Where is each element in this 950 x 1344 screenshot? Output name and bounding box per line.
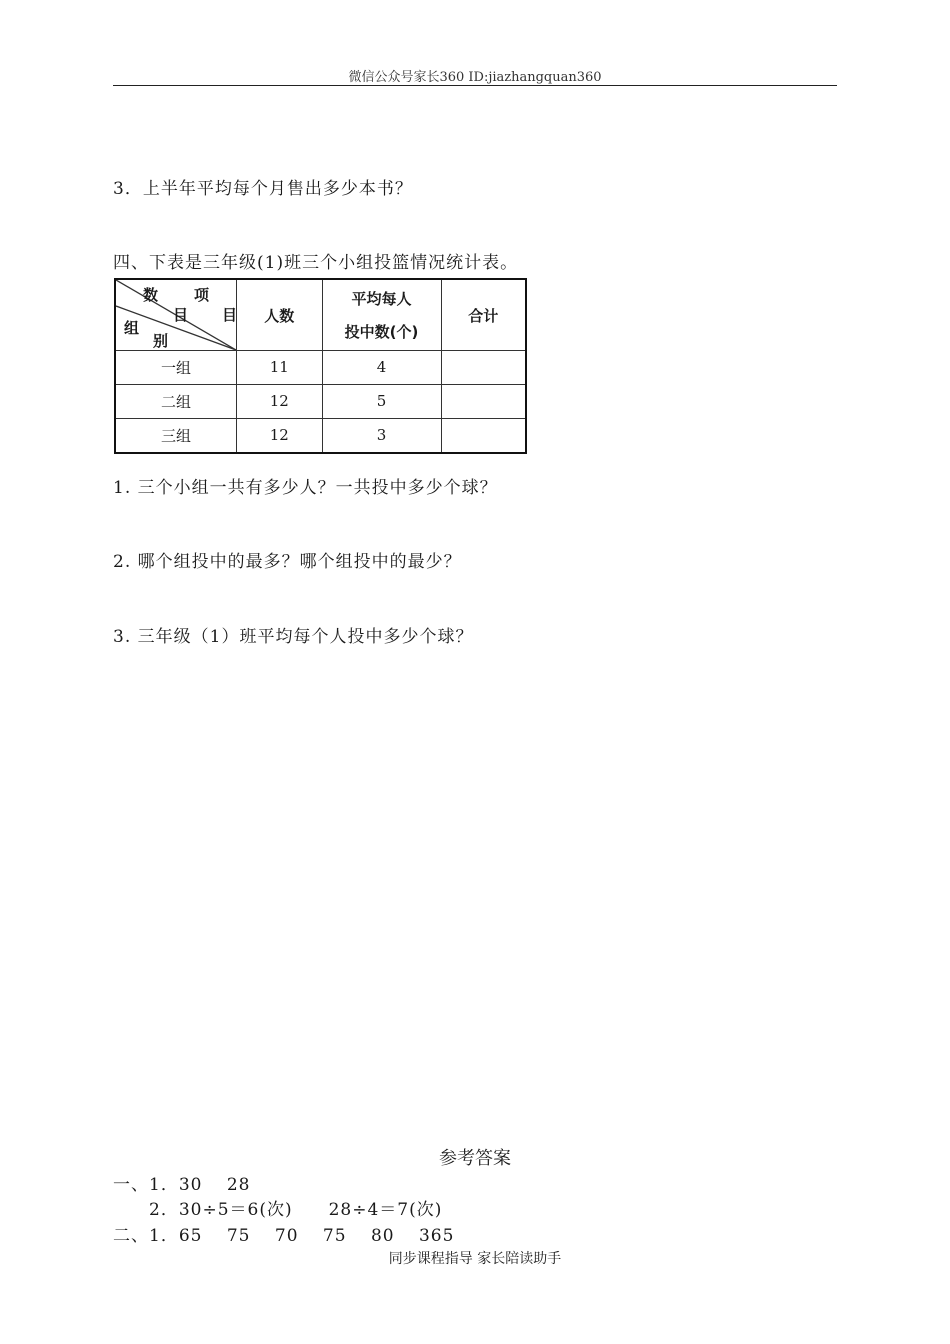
table-row [115,384,526,418]
header-average [322,279,441,351]
section-four-title: 四、下表是三年级(1)班三个小组投篮情况统计表。 [113,253,519,273]
question-total-people: 1. 三个小组一共有多少人？一共投中多少个球？ [113,478,498,498]
header-average-line1: 平均每人 [351,290,412,308]
statistics-table-wrapper [114,278,530,456]
corner-label: 数 [143,286,159,304]
answer-key-title: 参考答案 [439,1148,511,1169]
table-row [115,418,526,453]
header-total: 合计 [441,279,526,351]
page-footer: 同步课程指导 家长陪读助手 [388,1251,562,1267]
question-most-least: 2. 哪个组投中的最多？哪个组投中的最少？ [113,552,462,572]
table-corner-cell [115,279,237,351]
answer-line: 一、1．30 28 [113,1175,251,1195]
header-divider [113,85,837,86]
corner-label: 目 [222,306,238,324]
corner-label: 组 [124,319,140,337]
cell-total [441,418,526,453]
statistics-table [114,278,527,454]
header-people: 人数 [237,279,323,351]
header-average-line2: 投中数(个) [344,323,419,341]
page-header: 微信公众号家长360 ID:jiazhangquan360 [348,70,602,85]
corner-label: 目 [173,306,189,324]
question-3-books: 3．上半年平均每个月售出多少本书？ [113,179,413,199]
cell-people: 12 [237,384,323,418]
table-row [115,351,526,385]
corner-label: 项 [194,286,210,304]
answer-line: 二、1．65 75 70 75 80 365 [113,1226,455,1246]
cell-group: 三组 [115,418,237,453]
cell-total [441,384,526,418]
question-class-average: 3. 三年级（1）班平均每个人投中多少个球？ [113,627,474,647]
cell-average: 4 [322,351,441,385]
cell-people: 12 [237,418,323,453]
cell-average: 3 [322,418,441,453]
cell-group: 二组 [115,384,237,418]
corner-label: 别 [153,332,169,350]
cell-average: 5 [322,384,441,418]
answer-line: 2．30÷5＝6(次) 28÷4＝7(次) [113,1200,443,1220]
cell-people: 11 [237,351,323,385]
cell-total [441,351,526,385]
cell-group: 一组 [115,351,237,385]
